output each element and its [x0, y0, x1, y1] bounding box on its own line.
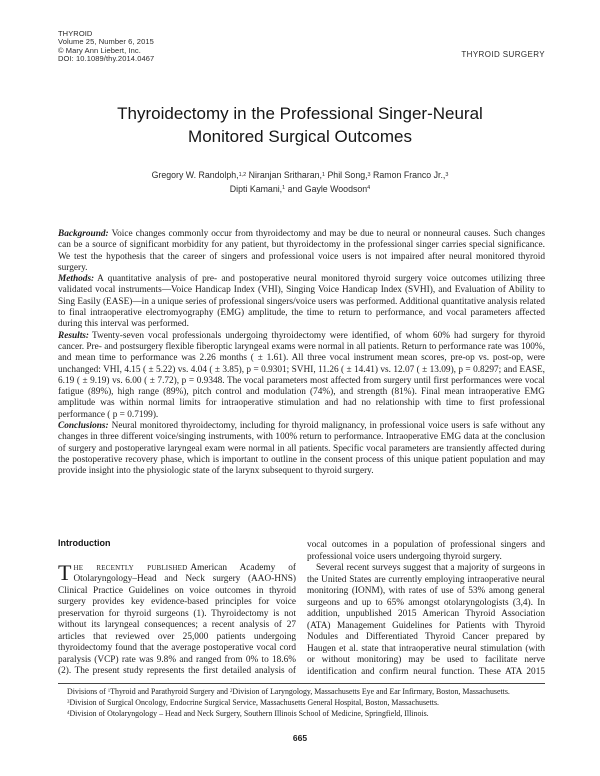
author-affiliation-marker: 1 — [282, 185, 286, 192]
abstract-background-text: Voice changes commonly occur from thyroidectomy and may be due to neural or nonneural causes. Such changes can be a source of significant morbidity for any patient, but thyroidectomy in the professional singer carries special significance. We test the hypothesis that the career of singers and professional voice users is not impaired after neural monitored thyroid surgery. — [58, 229, 545, 273]
author-name: Dipti Kamani, — [229, 183, 283, 194]
abstract-methods-text: A quantitative analysis of pre- and postoperative neural monitored thyroid surgery voice outcomes utilizing three validated vocal instruments—Voice Handicap Index (VHI), Singing Voice Handicap Index (SVHI), and Evaluation of Ability to Sing Easily (EASE)—in a unique series of professional singers/voice users was performed. Additional quantitative analysis related to final intraoperative electromyography (EMG) amplitude, the time to return to performance, and vocal parameters affected during this interval was performed. — [58, 274, 545, 330]
author-name: and Gayle Woodson — [285, 183, 368, 194]
author-name: Ramon Franco Jr., — [370, 170, 446, 180]
journal-doi: DOI: 10.1089/thy.2014.0467 — [58, 53, 155, 63]
affiliation-1-text: Thyroid and Parathyroid Surgery and — [110, 687, 230, 696]
introduction-paragraph-1 — [58, 559, 296, 678]
affiliation-footnotes — [58, 687, 545, 721]
abstract-conclusions-text: Neural monitored thyroidectomy, including for thyroid malignancy, in professional voice users is safe without any changes in three different voice/singing instruments, with 100% return to performance. Intraoperative EMG data at the conclusion of surgery and postoperative laryngeal exam were normal in all patients. Specific vocal parameters are transiently affected during the postoperative recovery phase, which is important to outline in the consent process of this unique patient population and may provide insight into the physiologic state of the larynx subsequent to thyroid surgery. — [58, 421, 545, 477]
affiliation-marker: 3 — [67, 700, 70, 705]
intro-left-column — [58, 538, 296, 678]
author-list-line2 — [0, 184, 600, 198]
affiliation-1-text: Divisions of — [67, 687, 108, 696]
introduction-columns — [58, 538, 545, 678]
abstract-results-text: Twenty-seven vocal professionals undergoing thyroidectomy were identified, of whom 60% had surgery for thyroid cancer. Pre- and postsurgery flexible fiberoptic laryngeal exams were normal in all patients. Return to performance rate was 100%, and mean time to performance was 2.26 months ( ± 1.61). All three vocal instrument mean scores, pre-op vs. post-op, were unchanged: VHI, 4.15 ( ± 5.22) vs. 4.04 ( ± 3.85), p = 0.9301; SVHI, 11.26 ( ± 14.41) vs. 12.07 ( ± 13.09), p = 0.8297; and EASE, 6.19 ( ± 9.19) vs. 6.00 ( ± 7.72), p = 0.9348. The vocal parameters most affected from surgery until first performances were vocal fatigue (89%), high range (89%), pitch control and modulation (74%), and strength (81%). Final mean intraoperative EMG amplitude was within normal limits for intraoperative stimulation and had no relationship with time to first professional performance ( p = 0.7199). — [58, 330, 545, 420]
abstract-methods — [58, 274, 545, 330]
footnote-divider — [58, 683, 545, 684]
abstract-results-label: Results: — [58, 330, 89, 341]
introduction-paragraph-1-continued: vocal outcomes in a population of professional singers and professional voice users undergoing thyroid surgery. — [307, 540, 545, 562]
journal-section-label: THYROID SURGERY — [461, 50, 545, 59]
affiliation-3 — [58, 709, 545, 720]
journal-name: THYROID — [58, 29, 93, 38]
article-title-line1: Thyroidectomy in the Professional Singer-Neural — [117, 104, 483, 123]
article-title — [0, 103, 600, 148]
author-list — [0, 170, 600, 197]
journal-copyright: © Mary Ann Liebert, Inc. — [58, 45, 141, 55]
article-title-line2: Monitored Surgical Outcomes — [188, 126, 412, 146]
affiliation-2-text: Division of Surgical Oncology, Endocrine Surgical Service, Massachusetts General Hospital, Boston, Massachusetts. — [69, 698, 439, 708]
author-affiliation-marker: 3 — [445, 171, 449, 178]
abstract-methods-label: Methods: — [58, 274, 95, 285]
affiliation-2 — [58, 698, 545, 709]
author-affiliation-marker: 4 — [367, 185, 371, 192]
small-caps-opening: he recently published — [73, 562, 188, 573]
drop-cap: T — [58, 559, 72, 585]
abstract — [58, 229, 545, 478]
author-list-line1 — [0, 170, 600, 184]
author-name: Niranjan Sritharan, — [246, 170, 322, 180]
affiliation-marker: 2 — [229, 688, 233, 694]
abstract-results — [58, 331, 545, 421]
journal-volume: Volume 25, Number 6, 2015 — [58, 37, 154, 47]
abstract-background — [58, 229, 545, 274]
introduction-heading: Introduction — [58, 538, 111, 548]
author-affiliation-marker: 1,2 — [238, 171, 247, 178]
intro-right-column — [307, 538, 545, 678]
abstract-background-label: Background: — [58, 229, 109, 239]
affiliation-marker: 1 — [107, 688, 111, 694]
author-name: Gregory W. Randolph, — [151, 170, 239, 180]
author-name: Phil Song, — [325, 170, 368, 180]
introduction-paragraph-2: Several recent surveys suggest that a majority of surgeons in the United States are currently employing intraoperative neural monitoring (IONM), with rates of use of 53% among general surgeons and up to 65% amongst otolaryngologists (3,4). In addition, unpublished 2015 American Thyroid Association (ATA) Management Guidelines for Patients with Thyroid Nodules and Differentiated Thyroid Cancer prepared by Haugen et al. state that intraoperative neural stimulation (with or without monitoring) may be used to facilitate nerve identification and confirm neural function. These ATA 2015 — [307, 563, 545, 677]
abstract-conclusions-label: Conclusions: — [58, 421, 109, 432]
affiliation-1 — [58, 687, 545, 698]
author-affiliation-marker: 3 — [367, 171, 371, 178]
affiliation-1-text: Division of Laryngology, Massachusetts Eye and Ear Infirmary, Boston, Massachusetts. — [232, 687, 510, 696]
page-number: 665 — [292, 733, 308, 743]
introduction-paragraph-1-text: American Academy of Otolaryngology–Head and Neck surgery (AAO-HNS) Clinical Practice Guidelines on voice outcomes in thyroid surgery provides key evidence-based principles for voice preservation for thyroid surgeons (1). Thyroidectomy is not without its laryngeal consequences; a recent analysis of 27 articles that reviewed over 25,000 patients undergoing thyroidectomy found that the average postoperative vocal cord paralysis (VCP) rate was 9.8% and ranged from 0% to 18.6% (2). The present study represents the first detailed analysis of — [58, 562, 296, 676]
journal-masthead — [58, 30, 154, 63]
affiliation-3-text: Division of Otolaryngology – Head and Neck Surgery, Southern Illinois School of Medicine, Springfield, Illinois. — [69, 709, 429, 719]
abstract-conclusions — [58, 421, 545, 477]
author-affiliation-marker: 1 — [321, 171, 325, 178]
affiliation-marker: 4 — [67, 711, 70, 717]
